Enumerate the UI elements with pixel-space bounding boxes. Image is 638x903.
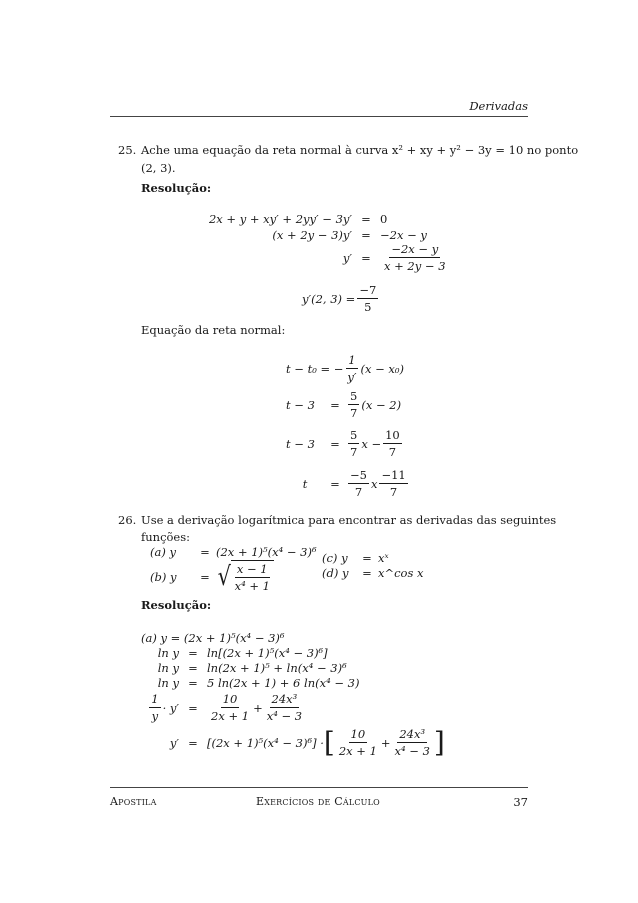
p25-n3-fraction1 [348,428,359,459]
problem-25-number: 25. [118,143,137,157]
normal-line-label: Equação da reta normal: [141,323,286,337]
p25-n1-rhs: (x − x₀) [360,361,405,376]
p25-n1-num: 1 [348,353,356,367]
footer-page-number: 37 [513,795,528,809]
p26-s5-plus: + [380,735,391,750]
p25-n2-den: 7 [350,406,358,420]
p25-n2-rhs: (x − 2) [361,397,402,412]
p26-s5-num1: 10 [350,727,366,741]
p26-s4-den: y [151,709,159,723]
p25-n2-op: = [330,397,340,412]
p25-eq1 [200,212,387,226]
p25-n4-mid: x [370,476,378,491]
p26-s1-lhs: ln y [157,646,179,660]
p26-s3-lhs: ln y [157,676,179,690]
p26-c-op: = [362,551,372,565]
p26-s5 [141,727,445,758]
p26-s3-op: = [188,676,198,690]
p26-s2-op: = [188,661,198,675]
p26-s4-fraction2 [265,692,304,723]
p26-s4-plus: + [253,700,263,715]
p25-n4-op: = [330,476,340,491]
p26-item-a [150,545,317,559]
p25-n4-den2: 7 [389,485,398,499]
p26-s5-pre: [(2x + 1)⁵(x⁴ − 3)⁶] · [207,735,324,750]
p25-eq2-op: = [361,228,371,242]
p25-n2 [286,389,401,420]
p26-c-rhs: xˣ [378,551,389,565]
p25-n2-num: 5 [350,389,358,403]
p26-s4-rest: · y′ [162,700,179,715]
p25-n4-den1: 7 [354,485,363,499]
problem-25-statement-line1: Ache uma equação da reta normal à curva x² + xy + y² − 3y = 10 no ponto [141,143,579,157]
p26-b-label: (b) y [150,569,177,584]
p25-n3-num1: 5 [350,428,358,442]
p26-s4-num2: 24x³ [271,692,298,706]
p25-eq1-op: = [361,212,371,226]
p26-item-c [322,551,389,565]
footer-left: Apostila [110,795,157,808]
p26-b-op: = [200,569,210,584]
p25-n3-fraction2 [383,428,402,459]
p25-eq2-rhs: −2x − y [380,228,427,242]
p26-s2 [141,661,347,675]
p25-n1-den: y′ [347,370,357,384]
p26-s2-lhs: ln y [157,661,179,675]
p25-eq2 [200,228,427,242]
p26-b-num: x − 1 [236,562,268,576]
right-bracket-icon: ] [433,725,445,759]
p25-eq3-den: x + 2y − 3 [384,259,446,273]
p26-b-sqrt [216,560,274,593]
p25-n2-lhs: t − 3 [286,397,315,412]
p25-point-fraction [357,283,378,314]
p26-s1-rhs: ln[(2x + 1)⁵(x⁴ − 3)⁶] [207,646,328,660]
p26-s5-fraction2 [393,727,432,758]
p26-s1 [141,646,328,660]
p26-s1-op: = [188,646,198,660]
sqrt-icon: √ [217,561,231,592]
p25-point [302,283,380,314]
header-rule [110,116,528,117]
p26-s5-op: = [188,735,198,750]
p26-s3 [141,676,359,690]
p25-point-den: 5 [364,300,372,314]
p26-s2-rhs: ln(2x + 1)⁵ + ln(x⁴ − 3)⁶ [207,661,347,675]
p25-eq3-lhs: y′ [342,250,352,265]
p25-n1 [286,353,404,384]
problem-26-resolution-label: Resolução: [141,598,212,612]
p26-s5-den1: 2x + 1 [338,744,377,758]
problem-25-resolution-label: Resolução: [141,181,212,195]
p25-n4-fraction2 [379,468,407,499]
p26-s4-den1: 2x + 1 [211,709,250,723]
p26-s5-den2: x⁴ − 3 [394,744,430,758]
p26-d-rhs: x^cos x [378,566,424,580]
p26-d-label: (d) y [322,566,349,580]
p25-n3-num2: 10 [385,428,400,442]
p26-s4-num: 1 [151,692,159,706]
p26-item-b [150,560,274,593]
p26-s5-num2: 24x³ [399,727,426,741]
p26-item-d [322,566,424,580]
p25-n4-fraction1 [348,468,369,499]
left-bracket-icon: [ [323,725,335,759]
p26-s4-num1: 10 [222,692,238,706]
p26-a-rhs: (2x + 1)⁵(x⁴ − 3)⁶ [216,545,317,559]
p26-s4 [141,692,306,723]
problem-25-statement-line2: (2, 3). [141,161,176,175]
p25-n3-op: = [330,436,340,451]
p25-n3-den1: 7 [350,445,358,459]
p25-eq1-lhs: 2x + y + xy′ + 2yy′ − 3y′ [208,212,352,226]
p25-n4-lhs: t [302,476,308,491]
p26-s3-rhs: 5 ln(2x + 1) + 6 ln(x⁴ − 3) [207,676,360,690]
p25-n4 [286,468,410,499]
p25-n3-lhs: t − 3 [286,436,315,451]
p25-n3 [286,428,404,459]
p26-s4-den2: x⁴ − 3 [266,709,303,723]
p25-eq1-rhs: 0 [380,212,388,226]
p25-point-num: −7 [359,283,377,297]
p26-a-op: = [200,545,210,559]
p26-a-label: (a) y [150,545,176,559]
p25-n4-num2: −11 [381,468,406,482]
p25-n1-fraction [345,353,358,384]
p25-n1-lhs: t − t₀ = − [286,361,344,376]
problem-26-statement-line1: Use a derivação logarítmica para encontrar as derivadas das seguintes [141,513,557,527]
problem-26-statement-line2: funções: [141,530,191,544]
p26-c-label: (c) y [322,551,348,565]
p25-n3-den2: 7 [388,445,397,459]
problem-26-number: 26. [118,513,137,527]
p25-eq3 [200,242,450,273]
p26-s0: (a) y = (2x + 1)⁵(x⁴ − 3)⁶ [141,631,285,645]
p26-b-fraction [233,562,272,593]
p26-s5-lhs: y′ [169,735,179,750]
p26-s4-op: = [188,700,198,715]
p25-eq3-op: = [361,250,371,265]
p25-n4-num1: −5 [350,468,367,482]
p25-n3-mid: x − [361,436,382,451]
p26-s4-fraction1 [209,692,251,723]
p26-s4-fraction [149,692,160,723]
running-header-title: Derivadas [469,99,528,113]
p25-eq2-lhs: (x + 2y − 3)y′ [272,228,352,242]
footer-center: Exercícios de Cálculo [256,795,380,808]
p26-b-den: x⁴ + 1 [234,579,270,593]
p26-d-op: = [362,566,372,580]
p25-n2-fraction [348,389,359,420]
p25-point-lhs: y′(2, 3) = [302,291,356,306]
p25-eq3-num: −2x − y [391,242,439,256]
p26-s5-fraction1 [337,727,379,758]
p25-eq3-fraction [382,242,448,273]
footer-rule [110,787,528,788]
